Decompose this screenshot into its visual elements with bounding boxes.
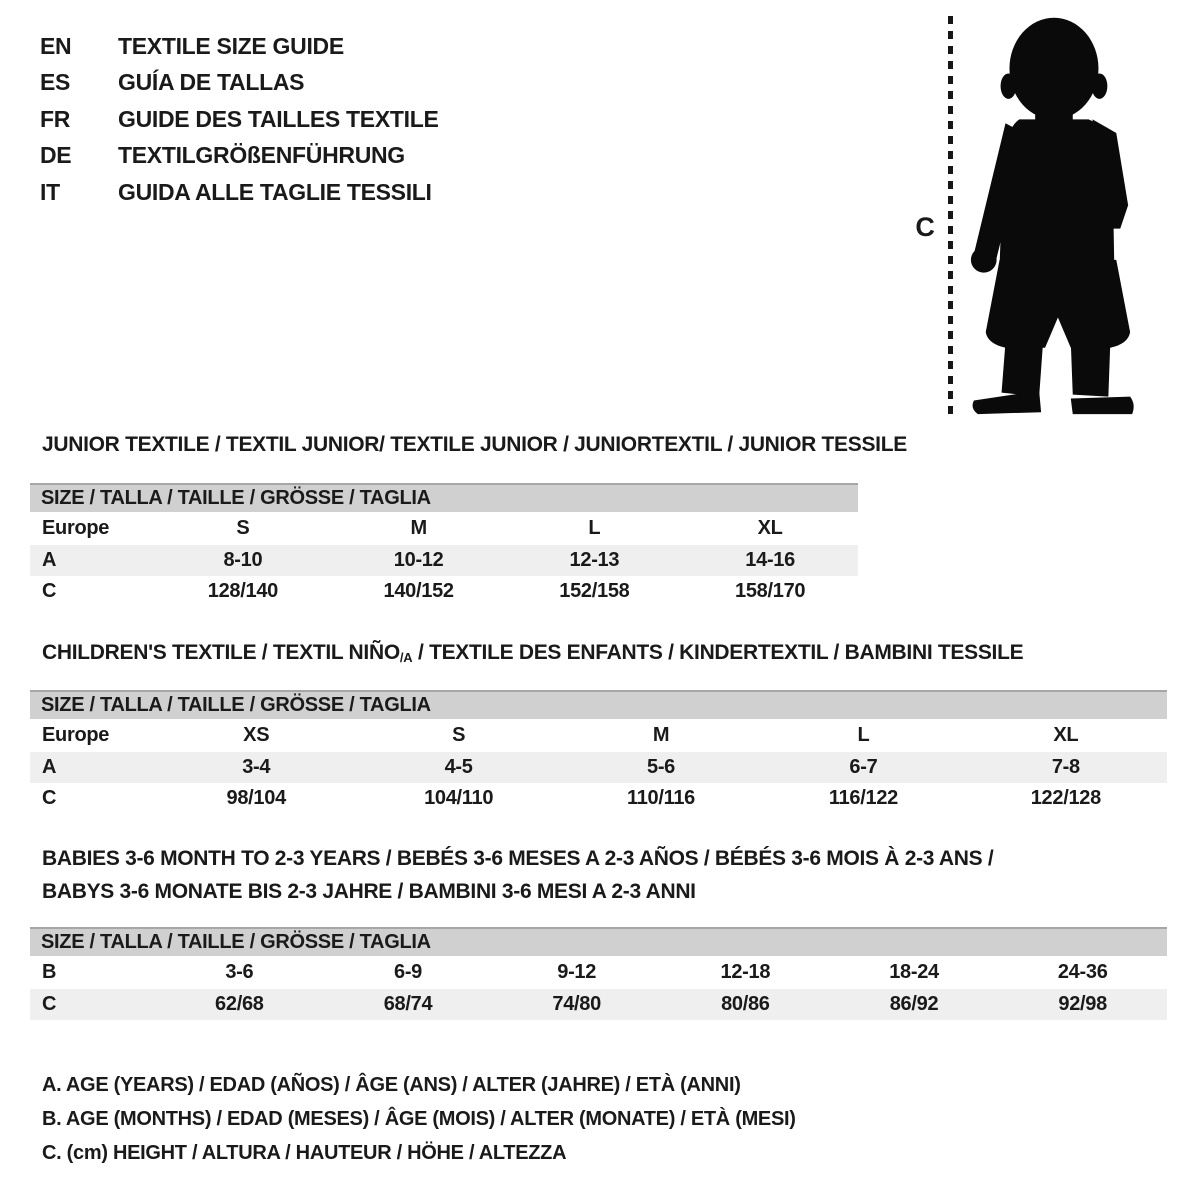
row-label: B [42,961,57,983]
legend-line-b: B. AGE (MONTHS) / EDAD (MESES) / ÂGE (MOIS) / ALTER (MONATE) / ETÀ (MESI) [42,1108,796,1130]
lang-code: FR [40,105,71,132]
value-cell: 10-12 [393,549,444,571]
children-heading-prefix: CHILDREN'S TEXTILE / TEXTIL NIÑO [42,641,400,664]
value-cell: 128/140 [207,580,278,602]
value-cell: 3-6 [225,961,254,983]
value-cell: 4-5 [444,756,473,778]
lang-row-en [40,28,439,65]
value-cell: 6-7 [849,756,878,778]
size-header-bar: SIZE / TALLA / TAILLE / GRÖSSE / TAGLIA [30,927,1167,956]
lang-label: GUÍA DE TALLAS [118,69,305,96]
table-row-height [30,576,858,607]
table-row-height [30,783,1167,814]
legend-line-a: A. AGE (YEARS) / EDAD (AÑOS) / ÂGE (ANS) / ALTER (JAHRE) / ETÀ (ANNI) [42,1074,741,1096]
height-marker-label: C [915,212,935,242]
size-cell: L [857,724,870,746]
value-cell: 14-16 [745,549,795,571]
row-label: Europe [42,517,110,539]
row-label: Europe [42,724,110,746]
legend-line-c: C. (cm) HEIGHT / ALTURA / HAUTEUR / HÖHE / ALTEZZA [42,1142,567,1164]
value-cell: 8-10 [223,549,263,571]
table-row-age [30,545,858,576]
junior-section-heading: JUNIOR TEXTILE / TEXTIL JUNIOR/ TEXTILE JUNIOR / JUNIORTEXTIL / JUNIOR TESSILE [42,433,907,456]
size-cell: M [410,517,427,539]
value-cell: 116/122 [828,787,898,809]
lang-row-it [40,174,439,211]
children-size-table [30,690,1167,814]
lang-row-fr [40,101,439,138]
children-heading-suffix: / TEXTILE DES ENFANTS / KINDERTEXTIL / BAMBINI TESSILE [412,641,1024,664]
value-cell: 5-6 [647,756,676,778]
size-header-bar: SIZE / TALLA / TAILLE / GRÖSSE / TAGLIA [30,483,858,512]
babies-section-heading [42,842,993,908]
lang-code: DE [40,142,72,169]
value-cell: 152/158 [559,580,630,602]
row-label: C [42,993,57,1015]
size-cell: L [588,517,601,539]
value-cell: 158/170 [735,580,806,602]
value-cell: 122/128 [1030,787,1101,809]
row-label: C [42,787,57,809]
value-cell: 24-36 [1057,961,1108,983]
lang-label: TEXTILE SIZE GUIDE [118,32,344,59]
table-row-months [30,956,1167,989]
lang-row-es [40,65,439,102]
value-cell: 86/92 [889,993,939,1015]
table-row-age [30,752,1167,783]
value-cell: 140/152 [383,580,454,602]
value-cell: 74/80 [552,993,601,1015]
value-cell: 110/116 [627,787,696,809]
value-cell: 12-18 [720,961,771,983]
size-cell: M [652,724,670,746]
toddler-silhouette-icon [962,10,1140,420]
value-cell: 9-12 [557,961,597,983]
row-label: C [42,580,57,602]
value-cell: 6-9 [394,961,423,983]
row-label: A [42,756,57,778]
lang-label: GUIDE DES TAILLES TEXTILE [118,105,439,132]
size-cell: XL [757,517,783,539]
legend [42,1068,796,1170]
size-cell: S [236,517,250,539]
value-cell: 3-4 [242,756,271,778]
table-row-europe [30,512,858,545]
value-cell: 62/68 [215,993,264,1015]
junior-size-table [30,483,858,607]
table-row-height [30,989,1167,1020]
size-cell: S [452,724,466,746]
value-cell: 68/74 [383,993,433,1015]
children-heading-sub: /A [399,650,413,665]
lang-code: IT [40,178,60,205]
lang-code: ES [40,69,71,96]
size-cell: XS [243,724,270,746]
lang-label: TEXTILGRÖßENFÜHRUNG [118,142,405,169]
lang-code: EN [40,32,72,59]
language-guide-list [40,28,439,211]
table-row-europe [30,719,1167,752]
babies-size-table [30,927,1167,1020]
value-cell: 12-13 [569,549,620,571]
value-cell: 98/104 [226,787,286,809]
size-cell: XL [1053,724,1079,746]
value-cell: 92/98 [1058,993,1107,1015]
row-label: A [42,549,57,571]
height-measure-dashed-line [948,16,953,416]
value-cell: 104/110 [424,787,494,809]
babies-heading-line1: BABIES 3-6 MONTH TO 2-3 YEARS / BEBÉS 3-6 MESES A 2-3 AÑOS / BÉBÉS 3-6 MOIS À 2-3 ANS / [42,847,994,870]
babies-heading-line2: BABYS 3-6 MONATE BIS 2-3 JAHRE / BAMBINI 3-6 MESI A 2-3 ANNI [42,880,696,903]
lang-row-de [40,138,439,175]
value-cell: 7-8 [1051,756,1080,778]
lang-label: GUIDA ALLE TAGLIE TESSILI [118,178,432,205]
value-cell: 18-24 [889,961,939,983]
size-header-bar: SIZE / TALLA / TAILLE / GRÖSSE / TAGLIA [30,690,1167,719]
children-section-heading [42,641,1023,665]
value-cell: 80/86 [721,993,770,1015]
